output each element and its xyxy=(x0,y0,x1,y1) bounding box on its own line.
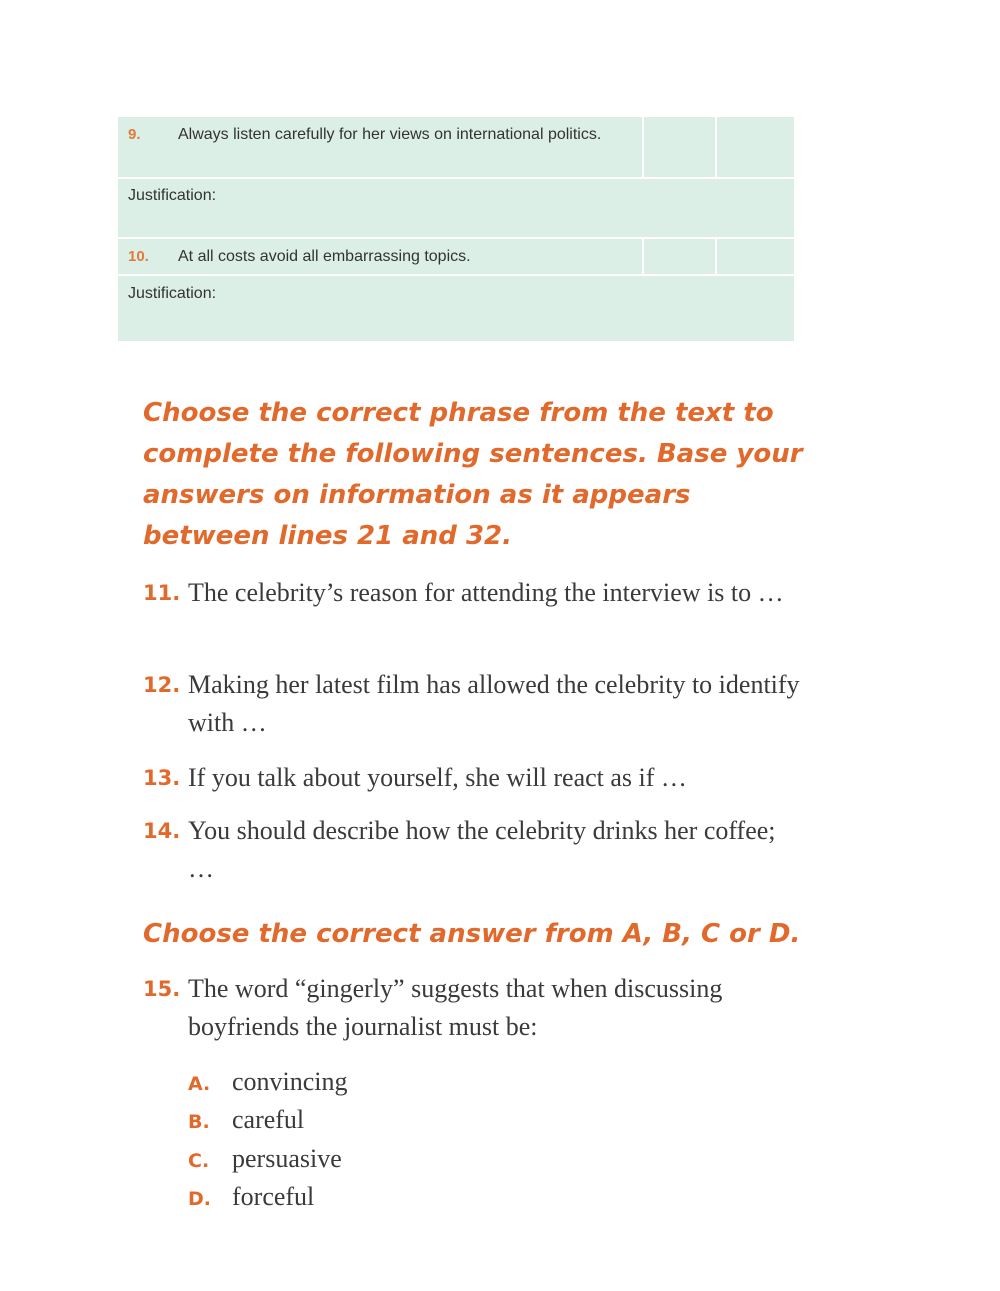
question-item xyxy=(143,574,803,612)
justification-label: Justification: xyxy=(128,187,217,204)
column-divider xyxy=(715,239,717,274)
question-number: 15. xyxy=(143,977,181,1001)
section-instruction: Choose the correct answer from A, B, C or D. xyxy=(143,919,801,949)
question-text: The word “gingerly” suggests that when discussing boyfriends the journalist must be: xyxy=(188,974,723,1041)
section-instruction: Choose the correct phrase from the text to complete the following sentences. Base your answers on information as it appears between lines 21 and 32. xyxy=(143,398,803,551)
option-letter: C. xyxy=(188,1150,210,1172)
question-number: 14. xyxy=(143,819,181,843)
option-text: forceful xyxy=(232,1182,315,1211)
option-letter: D. xyxy=(188,1188,211,1210)
justification-row[interactable] xyxy=(118,276,794,341)
question-item xyxy=(143,666,803,742)
option-letter: A. xyxy=(188,1073,211,1095)
question-item xyxy=(143,812,803,888)
justification-label: Justification: xyxy=(128,285,217,302)
question-text: If you talk about yourself, she will react as if … xyxy=(188,763,687,792)
statement-text: At all costs avoid all embarrassing topics. xyxy=(178,248,471,265)
table-row xyxy=(118,117,794,179)
question-number: 11. xyxy=(143,581,181,605)
question-item xyxy=(143,970,803,1046)
question-number: 13. xyxy=(143,766,181,790)
question-text: You should describe how the celebrity drinks her coffee; … xyxy=(188,816,776,883)
answer-option-d[interactable] xyxy=(188,1178,314,1218)
column-divider xyxy=(642,239,644,274)
option-text: persuasive xyxy=(232,1144,342,1173)
table-row xyxy=(118,239,794,276)
question-number: 12. xyxy=(143,673,181,697)
question-text: Making her latest film has allowed the celebrity to identify with … xyxy=(188,670,800,737)
answer-option-a[interactable] xyxy=(188,1063,348,1103)
column-divider xyxy=(715,117,717,177)
answer-option-b[interactable] xyxy=(188,1101,304,1141)
justification-row[interactable] xyxy=(118,179,794,239)
option-text: convincing xyxy=(232,1067,348,1096)
statement-number: 9. xyxy=(128,126,141,143)
question-text: The celebrity’s reason for attending the interview is to … xyxy=(188,578,784,607)
question-item xyxy=(143,759,803,797)
column-divider xyxy=(642,117,644,177)
answer-option-c[interactable] xyxy=(188,1140,342,1180)
statement-text: Always listen carefully for her views on international politics. xyxy=(178,126,602,143)
statement-number: 10. xyxy=(128,248,149,265)
option-text: careful xyxy=(232,1105,305,1134)
statement-table xyxy=(118,117,794,341)
option-letter: B. xyxy=(188,1111,210,1133)
